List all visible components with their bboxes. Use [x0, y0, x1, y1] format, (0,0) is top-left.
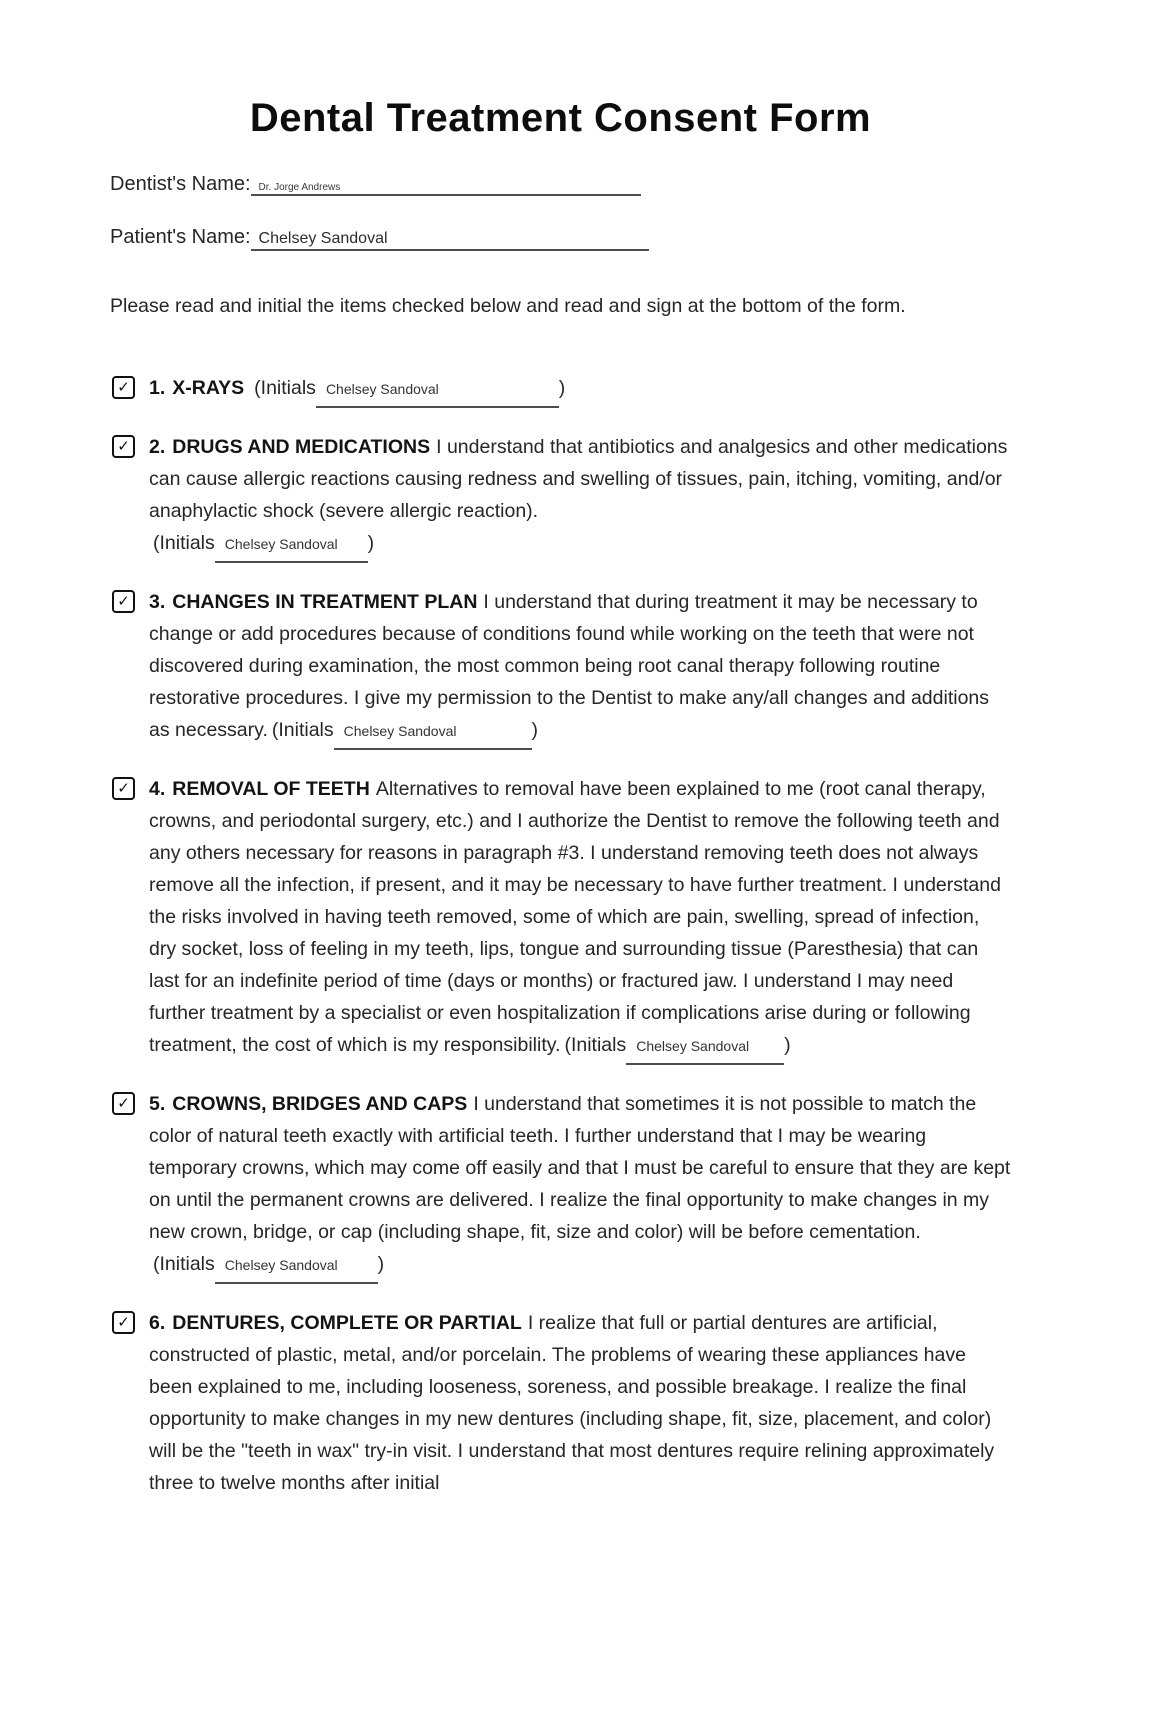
item-body: I understand that antibiotics and analgesics and other medications can cause allergic reactions causing redness and swelling of tissues, pain, itching, vomiting, and/or anaphylactic shock (severe allergic reaction). [149, 436, 1008, 522]
initials-close-paren: ) [784, 1034, 791, 1056]
item-body: I understand that sometimes it is not possible to match the color of natural teeth exactly with artificial teeth. I further understand that I may be wearing temporary crowns, which may come off easily and that I must be careful to ensure that they are kept on until the permanent crowns are delivered. I realize the final opportunity to make changes in my new crown, bridge, or cap (including shape, fit, size and color) will be before cementation. [149, 1093, 1011, 1243]
initials-value: Chelsey Sandoval [636, 1038, 750, 1054]
initials-field [153, 1253, 384, 1275]
checkbox-item-5-checked-icon[interactable]: ✓ [112, 1092, 135, 1115]
initials-input[interactable] [626, 1030, 784, 1065]
item-body: I realize that full or partial dentures are artificial, constructed of plastic, metal, and/or porcelain. The problems of wearing these appliances have been explained to me, including looseness, soreness, and possible breakage. I realize the final opportunity to make changes in my new dentures (including shape, fit, size, placement, and color) will be the "teeth in wax" try-in visit. I understand that most dentures require relining approximately three to twelve months after initial [149, 1312, 995, 1494]
initials-close-paren: ) [558, 377, 566, 399]
initials-value: Chelsey Sandoval [343, 723, 457, 739]
consent-item-4-text [149, 773, 1011, 1065]
item-number: 5. [149, 1093, 166, 1115]
patient-name-field[interactable] [251, 230, 649, 251]
consent-item-5-text [149, 1088, 1011, 1284]
item-heading: REMOVAL OF TEETH [172, 778, 370, 800]
consent-item-1 [110, 372, 1011, 408]
item-heading: DENTURES, COMPLETE OR PARTIAL [172, 1312, 522, 1334]
item-number: 6. [149, 1312, 166, 1334]
consent-item-6 [110, 1307, 1011, 1499]
item-heading: CHANGES IN TREATMENT PLAN [172, 591, 478, 613]
item-number: 4. [149, 778, 166, 800]
page-title: Dental Treatment Consent Form [249, 96, 872, 140]
initials-open-paren: (Initials [153, 532, 215, 554]
initials-close-paren: ) [377, 1253, 385, 1275]
instructions-text: Please read and initial the items checked below and read and sign at the bottom of the form. [110, 295, 906, 317]
initials-value: Chelsey Sandoval [224, 536, 338, 552]
initials-field [564, 1034, 790, 1056]
consent-items-list [110, 372, 1011, 1499]
consent-item-2-text [149, 431, 1011, 563]
consent-item-5 [110, 1088, 1011, 1284]
consent-item-3-text [149, 586, 1011, 750]
checkbox-item-4-checked-icon[interactable]: ✓ [112, 777, 135, 800]
initials-close-paren: ) [531, 719, 538, 741]
patient-name-label: Patient's Name: [110, 226, 251, 248]
initials-field [254, 377, 565, 399]
consent-item-4 [110, 773, 1011, 1065]
item-heading: DRUGS AND MEDICATIONS [172, 436, 431, 458]
initials-input[interactable] [215, 1249, 378, 1284]
checkbox-item-2-checked-icon[interactable]: ✓ [112, 435, 135, 458]
initials-value: Chelsey Sandoval [224, 1257, 338, 1273]
consent-item-1-text [149, 372, 565, 408]
initials-field [153, 532, 374, 554]
initials-close-paren: ) [367, 532, 375, 554]
item-body: I understand that during treatment it may be necessary to change or add procedures because of conditions found while working on the teeth that were not discovered during examination, the most common being root canal therapy following routine restorative procedures. I give my permission to the Dentist to make any/all changes and additions as necessary. [149, 591, 990, 741]
initials-open-paren: (Initials [153, 1253, 215, 1275]
dentist-name-value: Dr. Jorge Andrews [258, 182, 341, 193]
patient-name-value: Chelsey Sandoval [258, 230, 388, 247]
consent-form-page [0, 95, 1176, 1499]
checkbox-item-1-checked-icon[interactable]: ✓ [112, 376, 135, 399]
checkbox-item-6-checked-icon[interactable]: ✓ [112, 1311, 135, 1334]
checkbox-item-3-checked-icon[interactable]: ✓ [112, 590, 135, 613]
item-heading: X-RAYS [172, 377, 245, 399]
patient-name-row [110, 226, 1011, 251]
initials-value: Chelsey Sandoval [325, 381, 439, 397]
initials-input[interactable] [316, 373, 559, 408]
dentist-name-row [110, 173, 1011, 196]
item-heading: CROWNS, BRIDGES AND CAPS [172, 1093, 468, 1115]
initials-open-paren: (Initials [564, 1034, 627, 1056]
initials-field [272, 719, 538, 741]
consent-item-2 [110, 431, 1011, 563]
item-number: 3. [149, 591, 166, 613]
item-body: Alternatives to removal have been explained to me (root canal therapy, crowns, and periodontal surgery, etc.) and I authorize the Dentist to remove the following teeth and any others necessary for reasons in paragraph #3. I understand removing teeth does not always remove all the infection, if present, and it may be necessary to have further treatment. I understand the risks involved in having teeth removed, some of which are pain, swelling, spread of infection, dry socket, loss of feeling in my teeth, lips, tongue and surrounding tissue (Paresthesia) that can last for an indefinite period of time (days or months) or fractured jaw. I understand I may need further treatment by a specialist or even hospitalization if complications arise during or following treatment, the cost of which is my responsibility. [149, 778, 1001, 1056]
initials-open-paren: (Initials [254, 377, 316, 399]
dentist-name-label: Dentist's Name: [110, 173, 251, 195]
initials-input[interactable] [334, 715, 532, 750]
dentist-name-field[interactable] [251, 182, 641, 196]
consent-item-6-text [149, 1307, 1011, 1499]
item-number: 1. [149, 377, 166, 399]
consent-item-3 [110, 586, 1011, 750]
item-number: 2. [149, 436, 166, 458]
initials-input[interactable] [215, 528, 368, 563]
initials-open-paren: (Initials [271, 719, 334, 741]
